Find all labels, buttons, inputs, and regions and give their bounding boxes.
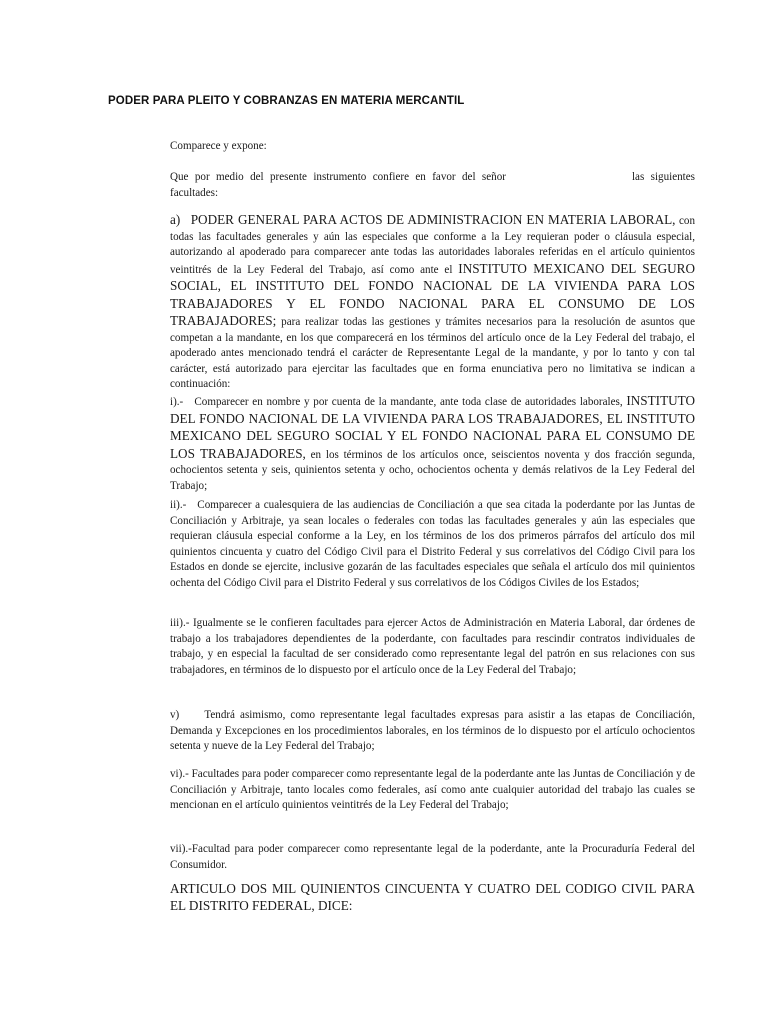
greeting-text: Comparece y expone: bbox=[170, 140, 267, 152]
item-v-marker: v) bbox=[170, 709, 180, 721]
item-i-text2: en los términos de los artículos once, seiscientos noventa y dos fracción segunda, ochocientos setenta y seis, quinientos setenta y ocho, ochocientos ochenta y demás relativos de la Ley Federal del Trabajo; bbox=[170, 448, 695, 492]
item-iii-marker: iii).- bbox=[170, 617, 190, 629]
document-title: PODER PARA PLEITO Y COBRANZAS EN MATERIA MERCANTIL bbox=[108, 95, 465, 107]
item-ii-paragraph bbox=[124, 498, 695, 591]
item-i-paragraph bbox=[124, 393, 695, 494]
item-i-marker: i).- bbox=[170, 396, 184, 408]
item-vi-paragraph bbox=[124, 767, 695, 814]
item-v-text: Tendrá asimismo, como representante legal facultades expresas para asistir a las etapas de Conciliación, Demanda y Excepciones en los procedimientos laborales, en los términos de lo dispuesto por el artículo ochocientos setenta y nueve de la Ley Federal del Trabajo; bbox=[170, 709, 695, 752]
section-a-text1: con todas las facultades generales y aún las especiales que conforme a la Ley requieran poder o cláusula especial, autorizando al apoderado para comparecer ante todas las autoridades laborales referidas en el artículo quinientos veintitrés de la Ley Federal del Trabajo, así como ante el bbox=[170, 215, 696, 276]
section-a-text2: para realizar todas las gestiones y trámites necesarios para la resolución de asuntos que competan a la mandante, en los que comparecerá en los términos del artículo once de la Ley Federal del trabajo, el apoderado antes mencionado tendrá el carácter de Representante Legal de la mandante, y por lo tanto y con tal carácter, está autorizado para ejercitar las facultades que en forma enunciativa pero no limitativa se indican a continuación: bbox=[170, 316, 695, 390]
item-vi-marker: vi).- bbox=[170, 768, 189, 780]
item-vii-marker: vii).- bbox=[170, 843, 192, 855]
item-i-institutions: INSTITUTO DEL FONDO NACIONAL DE LA VIVIENDA PARA LOS TRABAJADORES, EL INSTITUTO MEXICANO DEL SEGURO SOCIAL Y EL FONDO NACIONAL PARA EL CONSUMO DE LOS TRABAJADORES, bbox=[170, 393, 695, 461]
item-iii-paragraph bbox=[124, 616, 695, 678]
intro-paragraph bbox=[124, 170, 695, 201]
item-i-text1: Comparecer en nombre y por cuenta de la mandante, ante toda clase de autoridades laborales, bbox=[194, 396, 623, 408]
article-heading: ARTICULO DOS MIL QUINIENTOS CINCUENTA Y CUATRO DEL CODIGO CIVIL PARA EL DISTRITO FEDERAL, DICE: bbox=[170, 881, 695, 913]
section-a-marker: a) bbox=[170, 212, 181, 227]
item-ii-text: Comparecer a cualesquiera de las audiencias de Conciliación a que sea citada la poderdante por las Juntas de Conciliación y Arbitraje, ya sean locales o federales con todas las facultades generales y aún las especiales que requieran cláusula especial conforme a la Ley, en los términos de los dos primeros párrafos del artículo dos mil quinientos cincuenta y cuatro del Código Civil para el Distrito Federal y sus correlativos del Código Civil para los Estados en donde se ejercite, inclusive gozarán de las facultades especiales que señala el artículo dos mil quinientos ochenta del Código Civil para el Distrito Federal y sus correlativos de los Códigos Civiles de los Estados; bbox=[170, 499, 695, 589]
item-iii-text: Igualmente se le confieren facultades para ejercer Actos de Administración en Materia Laboral, dar órdenes de trabajo a los trabajadores dependientes de la poderdante, con facultades para rescindir contratos individuales de trabajo, y en especial la facultad de ser considerado como representante legal del patrón en sus relaciones con sus trabajadores, en términos de lo dispuesto por el artículo once de la Ley Federal del Trabajo; bbox=[170, 617, 695, 676]
item-v-paragraph bbox=[124, 708, 695, 755]
section-a-heading: PODER GENERAL PARA ACTOS DE ADMINISTRACION EN MATERIA LABORAL, bbox=[190, 212, 676, 227]
section-a-paragraph bbox=[124, 212, 695, 393]
intro-text-part2: las siguientes facultades: bbox=[170, 171, 695, 199]
item-ii-marker: ii).- bbox=[170, 499, 187, 511]
item-vii-paragraph bbox=[124, 842, 695, 873]
intro-text-part1: Que por medio del presente instrumento confiere en favor del señor bbox=[170, 171, 506, 183]
section-a-institutions: INSTITUTO MEXICANO DEL SEGURO SOCIAL, EL INSTITUTO DEL FONDO NACIONAL DE LA VIVIENDA PARA LOS TRABAJADORES Y EL FONDO NACIONAL PARA EL CONSUMO DE LOS TRABAJADORES; bbox=[170, 260, 695, 328]
item-vi-text: Facultades para poder comparecer como representante legal de la poderdante ante las Juntas de Conciliación y de Conciliación y Arbitraje, tanto locales como federales, así como ante cualquier autoridad del trabajo las cuales se mencionan en el artículo quinientos veintitrés de la Ley Federal del Trabajo; bbox=[170, 768, 696, 811]
item-vii-text: Facultad para poder comparecer como representante legal de la poderdante, ante la Procuraduría Federal del Consumidor. bbox=[170, 843, 695, 871]
